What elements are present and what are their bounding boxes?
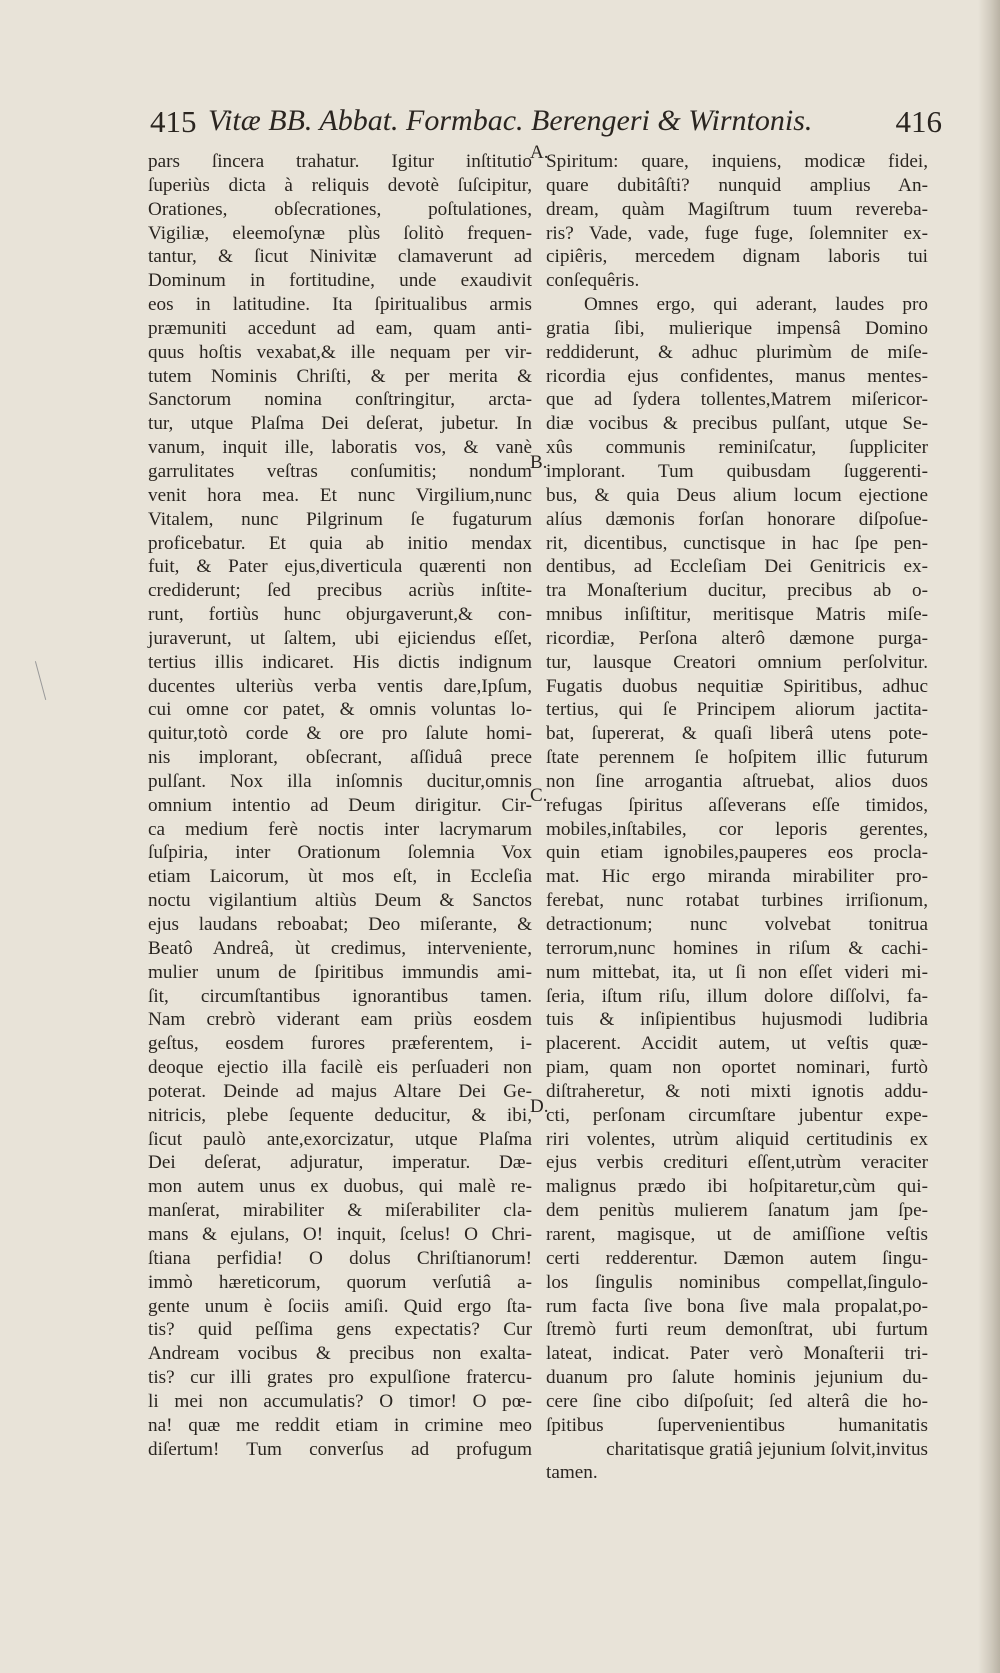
text-line: na! quæ me reddit etiam in crimine meo <box>148 1414 532 1436</box>
text-line: malignus prædo ibi hoſpitaretur,cùm qui- <box>546 1176 928 1198</box>
margin-pencil-mark <box>35 660 50 700</box>
text-line: ris? Vade, vade, fuge fuge, ſolemniter ex- <box>546 222 928 244</box>
text-line: fuit, & Pater ejus,diverticula quærenti non <box>148 556 532 578</box>
text-line: tertius illis indicaret. His dictis indignum <box>148 651 532 673</box>
text-line: quare dubitâſti? nunquid amplius An- <box>546 174 928 196</box>
text-line: mat. Hic ergo miranda mirabiliter pro- <box>546 866 928 888</box>
text-line: bus, & quia Deus alium locum ejectione <box>546 484 928 506</box>
text-line: refugas ſpiritus aſſeverans eſſe timidos, <box>546 794 928 816</box>
text-line: ricordiæ, Perſona alterô dæmone purga- <box>546 627 928 649</box>
text-line: duanum pro ſalute hominis jejunium du- <box>546 1367 928 1389</box>
text-line: num mittebat, ita, ut ſi non eſſet videri mi- <box>546 961 928 983</box>
text-line: mans & ejulans, O! inquit, ſcelus! O Chri- <box>148 1223 532 1245</box>
text-line: tamen. <box>546 1462 598 1484</box>
text-line: ejus laudans reboabat; Deo miſerante, & <box>148 914 532 935</box>
text-line: rit, dicentibus, cunctisque in hac ſpe pen- <box>546 532 928 554</box>
text-line: Dominum in fortitudine, unde exaudivit <box>148 270 532 292</box>
text-line: venit hora mea. Et nunc Virgilium,nunc <box>148 484 532 506</box>
text-line: Orationes, obſecrationes, poſtulationes, <box>148 198 532 220</box>
text-line: piam, quam non oportet nominari, furtò <box>546 1057 928 1079</box>
text-line: poterat. Deinde ad majus Altare Dei Ge- <box>148 1080 532 1102</box>
text-line: charitatisque gratiâ jejunium ſolvit,invitus <box>606 1438 928 1460</box>
text-line: bat, ſupererat, & quaſi liberâ utens pote- <box>546 723 928 745</box>
text-line: pars ſincera trahatur. Igitur inſtitutio <box>148 151 532 172</box>
text-line: lateat, indicat. Pater verò Monaſterii tri- <box>546 1343 928 1365</box>
text-line: tis? cur illi grates pro expulſione fratercu- <box>148 1367 532 1389</box>
text-line: juraverunt, ut ſaltem, ubi ejiciendus eſſet, <box>148 627 532 649</box>
text-line: cui omne cor patet, & omnis voluntas lo- <box>148 699 532 721</box>
text-line: reddiderunt, & adhuc plurimùm de miſe- <box>546 341 928 363</box>
text-line: immò hæreticorum, quorum verſutiâ a- <box>148 1271 532 1293</box>
text-line: quus hoſtis vexabat,& ille nequam per vir- <box>148 341 532 363</box>
page-number-left: 415 <box>150 104 197 139</box>
section-marker-c: C. <box>530 785 548 806</box>
text-line: mulier unum de ſpiritibus immundis ami- <box>148 961 532 983</box>
text-line: ſicut paulò ante,exorcizatur, utque Plaſma <box>148 1128 532 1150</box>
text-line: quin etiam ignobiles,pauperes eos procla- <box>546 842 928 864</box>
text-line: præmuniti accedunt ad eam, quam anti- <box>148 317 532 339</box>
text-line: pulſant. Nox illa inſomnis ducitur,omnis <box>148 770 532 792</box>
text-line: eos in latitudine. Ita ſpiritualibus armis <box>148 294 532 316</box>
text-line: ſtiana perfidia! O dolus Chriſtianorum! <box>148 1247 532 1269</box>
text-line: Omnes ergo, qui aderant, laudes pro <box>584 294 928 316</box>
text-line: ſuſpiria, inter Orationum ſolemnia Vox <box>148 842 532 864</box>
text-line: noctu vigilantium altiùs Deum & Sanctos <box>148 890 532 912</box>
text-line: ſuperiùs dicta à reliquis devotè ſuſcipitur, <box>148 174 532 196</box>
text-line: nis implorant, obſecrant, aſſiduâ prece <box>148 747 532 769</box>
text-line: etiam Laicorum, ùt mos eſt, in Eccleſia <box>148 866 532 888</box>
text-line: dentibus, ad Eccleſiam Dei Genitricis ex- <box>546 556 928 578</box>
text-line: mnibus inſiſtitur, meritisque Matris miſe- <box>546 604 928 626</box>
text-line: vanum, inquit ille, laboratis vos, & vanè <box>148 437 532 459</box>
text-line: Fugatis duobus nequitiæ Spiritibus, adhuc <box>546 675 928 697</box>
right-text-column <box>546 150 928 1485</box>
text-line: Sanctorum nomina conſtringitur, arcta- <box>148 389 532 411</box>
text-line: cere ſine cibo diſpoſuit; ſed alterâ die ho- <box>546 1390 928 1412</box>
text-line: xûs communis reminiſcatur, ſuppliciter <box>546 437 928 459</box>
text-line: terrorum,nunc homines in riſum & cachi- <box>546 937 928 959</box>
text-line: tur, lausque Creatori omnium perſolvitur. <box>546 651 928 673</box>
text-line: gente unum è ſociis amiſi. Quid ergo ſta- <box>148 1295 532 1317</box>
text-line: ejus verbis credituri eſſent,utrùm veraciter <box>546 1152 928 1174</box>
section-marker-d: D. <box>530 1096 549 1117</box>
text-line: Andream vocibus & precibus non exalta- <box>148 1343 532 1365</box>
text-line: tantur, & ſicut Ninivitæ clamaverunt ad <box>148 246 532 268</box>
left-text-column <box>148 150 532 1461</box>
text-line: ducentes ulteriùs verba ventis dare,Ipſum, <box>148 675 532 697</box>
text-line: riri volentes, utrùm aliquid certitudinis ex <box>546 1128 928 1150</box>
text-line: ferebat, nunc rotabat turbines irriſionum, <box>546 890 928 912</box>
text-line: proficebatur. Et quia ab initio mendax <box>148 532 532 554</box>
text-line: tuis & inſipientibus hujusmodi ludibria <box>546 1009 928 1031</box>
text-line: Dei deſerat, adjuratur, imperatur. Dæ- <box>148 1152 532 1174</box>
text-line: ſtremò furti reum demonſtrat, ubi furtum <box>546 1319 928 1341</box>
text-line: diæ vocibus & precibus pulſant, utque Se- <box>546 413 928 435</box>
text-line: omnium intentio ad Deum dirigitur. Cir- <box>148 794 532 816</box>
text-line: li mei non accumulatis? O timor! O pœ- <box>148 1390 532 1412</box>
text-line: tis? quid peſſima gens expectatis? Cur <box>148 1319 532 1341</box>
text-line: diſtraheretur, & noti mixti ignotis addu- <box>546 1080 928 1102</box>
text-line: ſpitibus ſupervenientibus humanitatis <box>546 1414 928 1436</box>
text-line: ſtate perennem ſe hoſpitem illic futurum <box>546 747 928 769</box>
text-line: los ſingulis nominibus compellat,ſingulo- <box>546 1271 928 1293</box>
text-line: rum facta ſive bona ſive mala propalat,po- <box>546 1295 928 1317</box>
text-line: Spiritum: quare, inquiens, modicæ fidei, <box>546 151 928 172</box>
text-line: ca medium ferè noctis inter lacrymarum <box>148 818 532 840</box>
text-line: quitur,totò corde & ore pro ſalute homi- <box>148 723 532 745</box>
text-line: dem penitùs mulierem ſanatum jam ſpe- <box>546 1200 928 1222</box>
text-line: conſequêris. <box>546 270 640 292</box>
text-line: Vigiliæ, eleemoſynæ plùs ſolitò frequen- <box>148 222 532 244</box>
text-line: ſeria, iſtum riſu, illum dolore diſſolvi, fa- <box>546 985 928 1007</box>
text-line: Vitalem, nunc Pilgrinum ſe fugaturum <box>148 508 532 530</box>
text-line: manſerat, mirabiliter & miſerabiliter cla- <box>148 1200 532 1222</box>
text-line: cti, perſonam circumſtare jubentur expe- <box>546 1104 928 1126</box>
text-line: gratia ſibi, mulierique impensâ Domino <box>546 317 928 339</box>
text-line: mon autem unus ex duobus, qui malè re- <box>148 1176 532 1198</box>
running-title: Vitæ BB. Abbat. Formbac. Berengeri & Wirntonis. <box>208 104 813 137</box>
text-line: dream, quàm Magiſtrum tuum revereba- <box>546 198 928 220</box>
text-line: tertius, qui ſe Principem aliorum jactita- <box>546 699 928 721</box>
text-line: diſertum! Tum converſus ad profugum <box>148 1438 532 1460</box>
text-line: tur, utque Plaſma Dei deſerat, jubetur. In <box>148 413 532 435</box>
text-line: tutem Nominis Chriſti, & per merita & <box>148 365 532 387</box>
text-line: alíus dæmonis forſan honorare diſpoſue- <box>546 508 928 530</box>
text-line: implorant. Tum quibusdam ſuggerenti- <box>546 460 928 482</box>
text-line: certi redderentur. Dæmon autem ſingu- <box>546 1247 928 1269</box>
section-marker-b: B. <box>530 452 548 473</box>
text-line: Beatô Andreâ, ùt credimus, interveniente, <box>148 937 532 959</box>
text-line: cipiêris, mercedem dignam laboris tui <box>546 246 928 268</box>
text-line: crediderunt; ſed precibus acriùs inſtite- <box>148 580 532 602</box>
text-line: ſit, circumſtantibus ignorantibus tamen. <box>148 985 532 1007</box>
section-marker-a: A. <box>530 142 549 163</box>
text-line: mobiles,inſtabiles, cor leporis gerentes, <box>546 818 928 840</box>
text-line: detractionum; nunc volvebat tonitrua <box>546 914 928 935</box>
text-line: ricordia ejus confidentes, manus mentes- <box>546 365 928 387</box>
text-line: runt, fortiùs hunc objurgaverunt,& con- <box>148 604 532 626</box>
text-line: que ad ſydera tollentes,Matrem miſericor- <box>546 389 928 411</box>
text-line: garrulitates veſtras conſumitis; nondum <box>148 460 532 482</box>
text-line: non ſine arrogantia aſtruebat, alios duos <box>546 770 928 792</box>
text-line: rarent, magisque, ut de amiſſione veſtis <box>546 1223 928 1245</box>
text-line: geſtus, eosdem furores præferentem, i- <box>148 1033 532 1055</box>
text-line: placerent. Accidit autem, ut veſtis quæ- <box>546 1033 928 1055</box>
page-number-right: 416 <box>895 104 942 139</box>
text-line: nitricis, plebe ſequente deducitur, & ibi, <box>148 1104 532 1126</box>
text-line: tra Monaſterium ducitur, precibus ab o- <box>546 580 928 602</box>
text-line: Nam crebrò viderant eam priùs eosdem <box>148 1009 532 1031</box>
text-line: deoque ejectio illa facilè eis perſuaderi non <box>148 1057 532 1079</box>
